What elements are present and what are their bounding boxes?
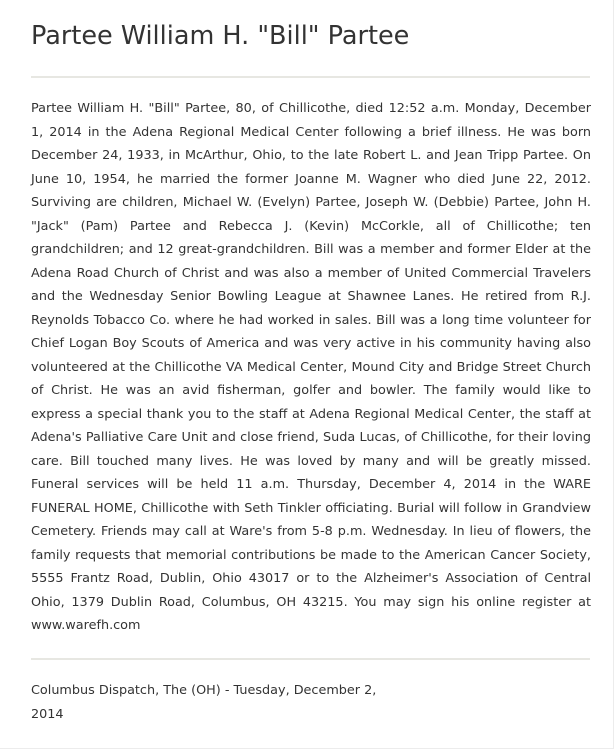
publication-source [31,679,591,727]
title-divider [31,76,590,78]
obituary-title: Partee William H. "Bill" Partee [31,21,410,51]
obituary-body: Partee William H. "Bill" Partee, 80, of Chillicothe, died 12:52 a.m. Monday, December 1, 2014 in the Adena Regional Medical Center following a brief illness. He was born December 24, 1933, in McArthur, Ohio, to the late Robert L. and Jean Tripp Partee. On June 10, 1954, he married the former Joanne M. Wagner who died June 22, 2012. Surviving are children, Michael W. (Evelyn) Partee, Joseph W. (Debbie) Partee, John H. "Jack" (Pam) Partee and Rebecca J. (Kevin) McCorkle, all of Chillicothe; ten grandchildren; and 12 great-grandchildren. Bill was a member and former Elder at the Adena Road Church of Christ and was also a member of United Commercial Travelers and the Wednesday Senior Bowling League at Shawnee Lanes. He retired from R.J. Reynolds Tobacco Co. where he had worked in sales. Bill was a long time volunteer for Chief Logan Boy Scouts of America and was very active in his community having also volunteered at the Chillicothe VA Medical Center, Mound City and Bridge Street Church of Christ. He was an avid fisherman, golfer and bowler. The family would like to express a special thank you to the staff at Adena Regional Medical Center, the staff at Adena's Palliative Care Unit and close friend, Suda Lucas, of Chillicothe, for their loving care. Bill touched many lives. He was loved by many and will be greatly missed. Funeral services will be held 11 a.m. Thursday, December 4, 2014 in the WARE FUNERAL HOME, Chillicothe with Seth Tinkler officiating. Burial will follow in Grandview Cemetery. Friends may call at Ware's from 5-8 p.m. Wednesday. In lieu of flowers, the family requests that memorial contributions be made to the American Cancer Society, 5555 Frantz Road, Dublin, Ohio 43017 or to the Alzheimer's Association of Central Ohio, 1379 Dublin Road, Columbus, OH 43215. You may sign his online register at www.warefh.com [31,101,591,633]
footer-divider [31,658,590,660]
publication-date-year: 2014 [31,707,64,722]
publication-source-line: Columbus Dispatch, The (OH) - Tuesday, December 2, [31,683,377,698]
